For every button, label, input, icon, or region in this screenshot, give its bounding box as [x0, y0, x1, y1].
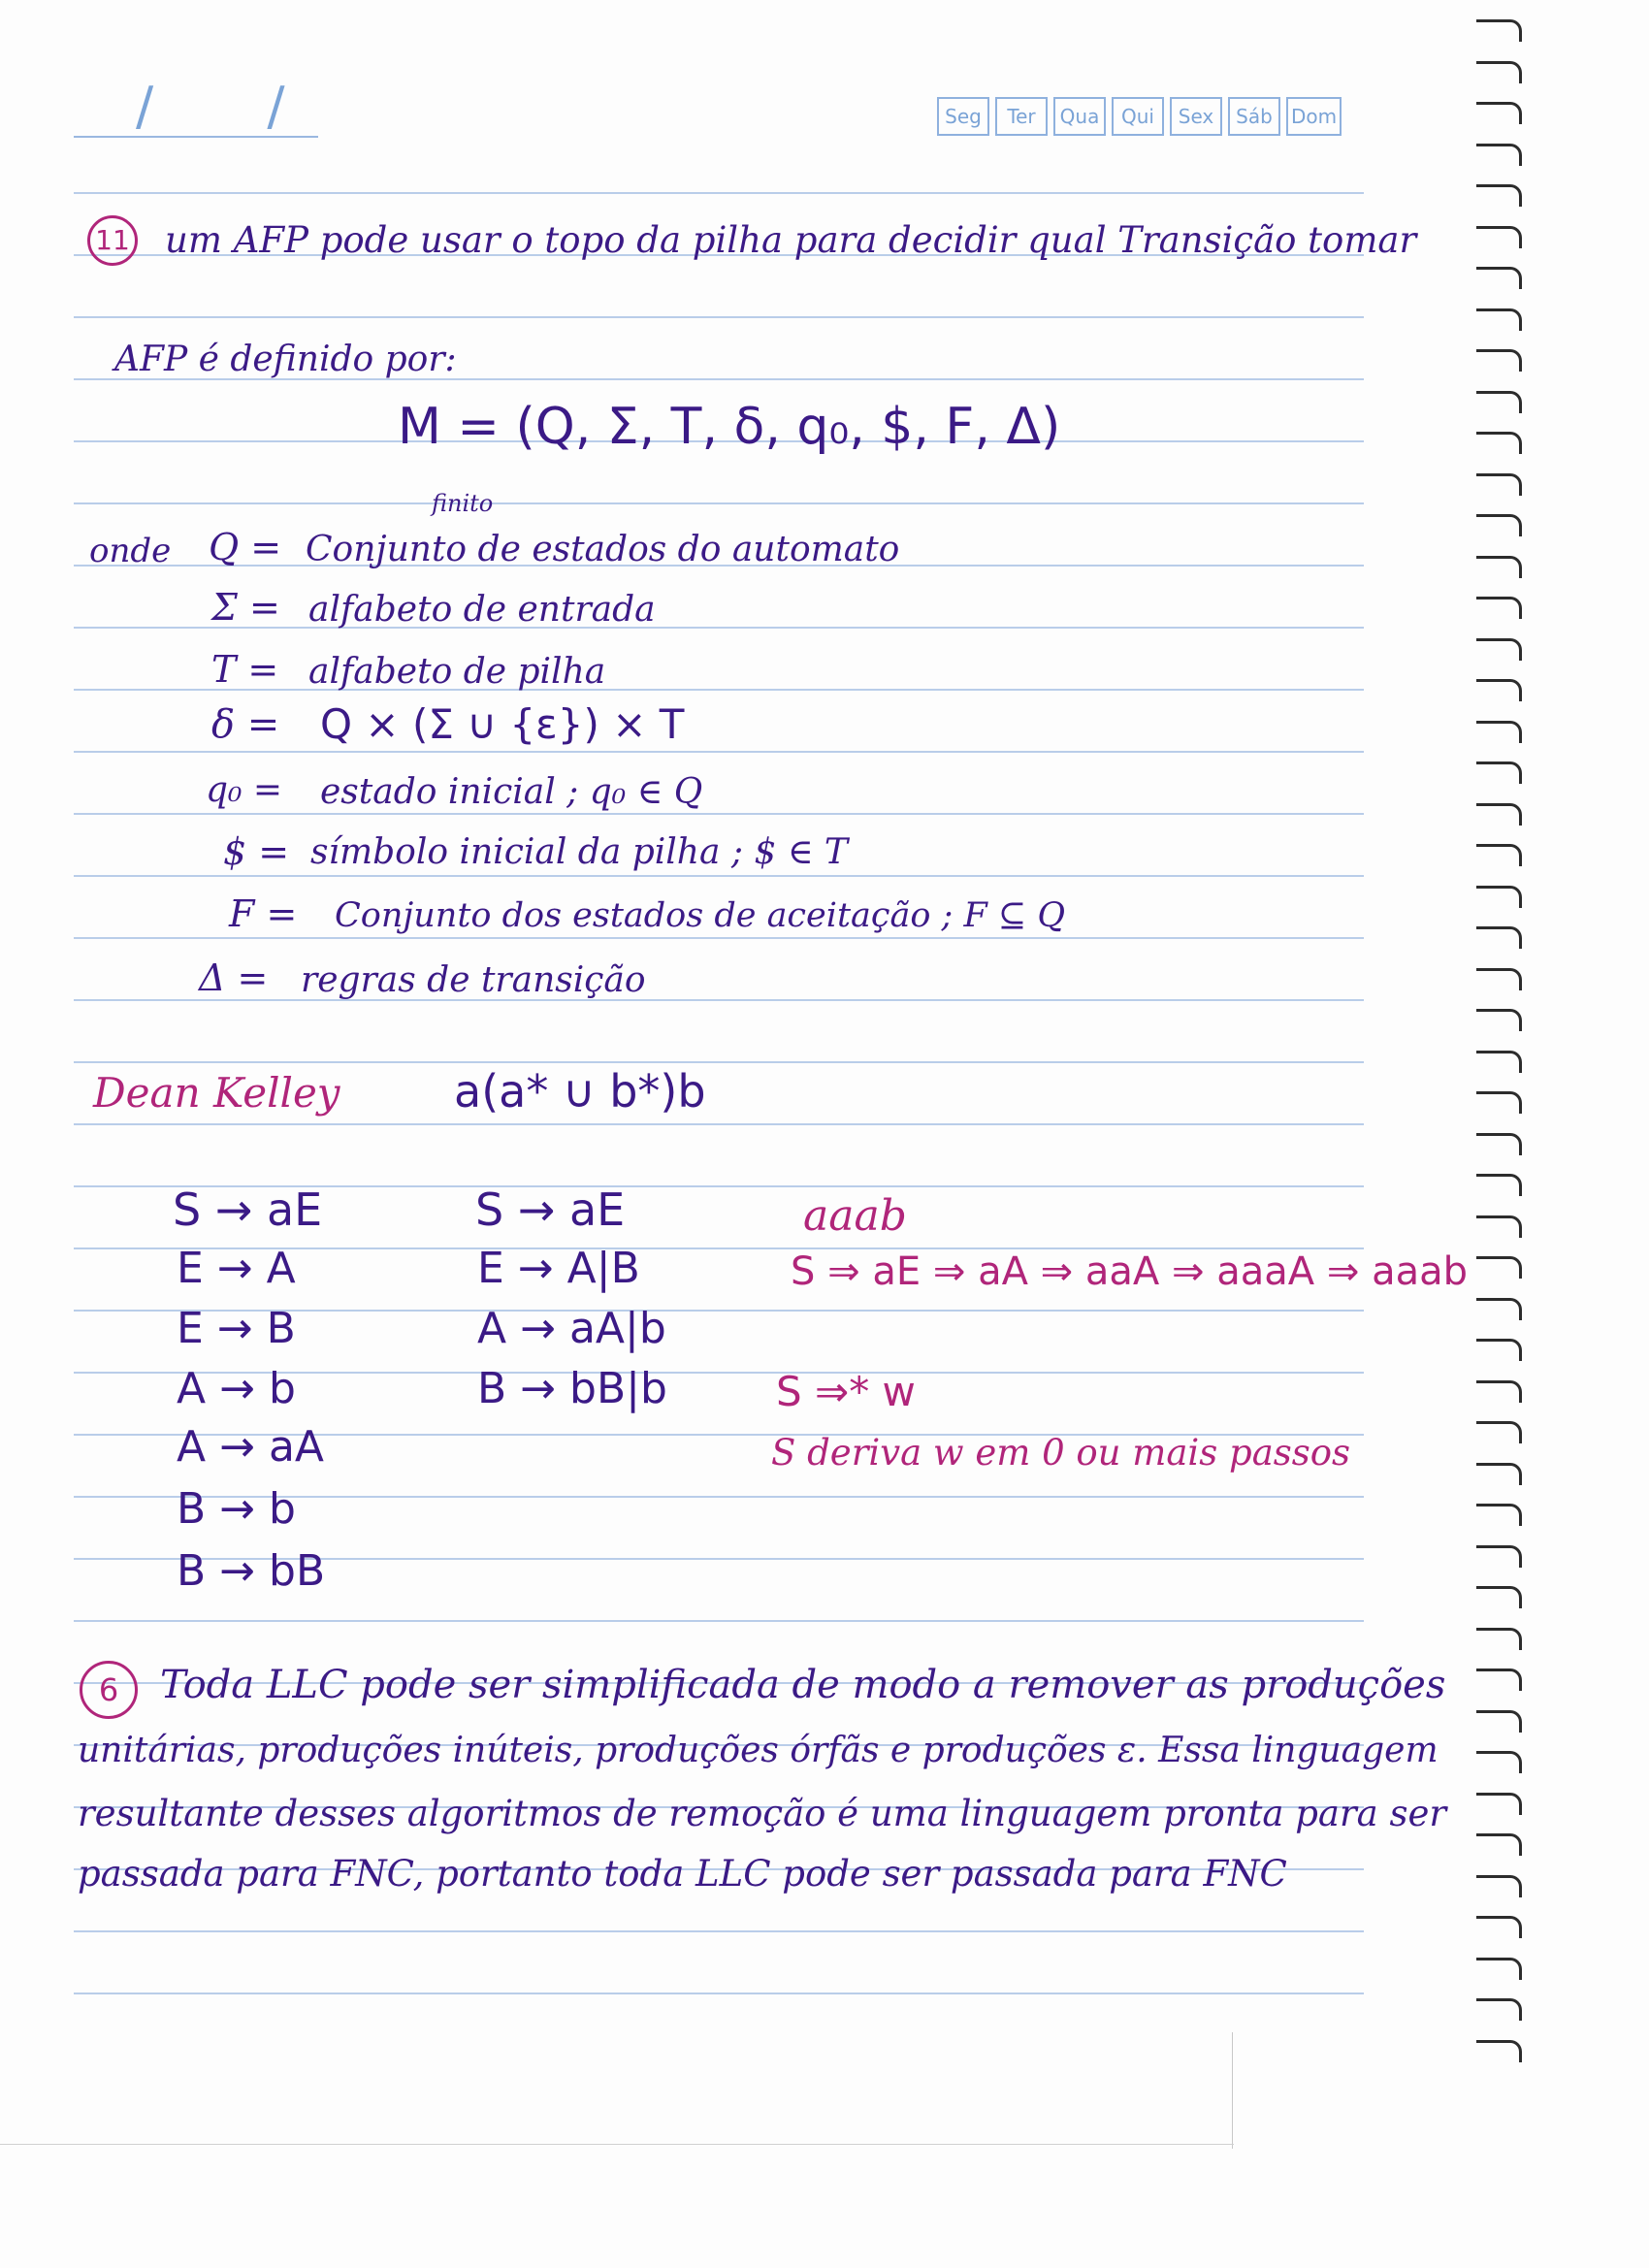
binding-hole [1476, 349, 1522, 372]
binding-hole [1476, 1215, 1522, 1238]
definition-symbol: δ = [211, 702, 280, 747]
binding-hole [1476, 926, 1522, 949]
definition-symbol: Σ = [211, 586, 280, 629]
binding-hole [1476, 1174, 1522, 1196]
afp-tuple: M = (Q, Σ, T, δ, q₀, $, F, Δ) [398, 398, 1061, 456]
ruled-line [74, 1123, 1364, 1125]
ruled-line [74, 813, 1364, 815]
binding-hole [1476, 184, 1522, 207]
q6-line: resultante desses algoritmos de remoção é uma linguagem pronta para ser [78, 1793, 1447, 1834]
grammar-left-rule: B → bB [177, 1546, 326, 1596]
definition-text: estado inicial ; q₀ ∈ Q [320, 772, 703, 812]
grammar-left-rule: S → aE [173, 1183, 323, 1236]
binding-hole [1476, 597, 1522, 619]
definition-symbol: F = [229, 892, 298, 935]
ruled-line [74, 502, 1364, 504]
binding-hole [1476, 2040, 1522, 2062]
binding-hole [1476, 1916, 1522, 1938]
ruled-line [74, 999, 1364, 1001]
binding-hole [1476, 844, 1522, 866]
binding-hole [1476, 1339, 1522, 1361]
binding-hole [1476, 761, 1522, 784]
q11-statement: um AFP pode usar o topo da pilha para decidir qual Transição tomar [165, 219, 1417, 261]
binding-hole [1476, 1091, 1522, 1114]
binding-hole [1476, 1958, 1522, 1980]
weekday-box: Ter [995, 97, 1048, 136]
binding-hole [1476, 1710, 1522, 1733]
ruled-line [74, 875, 1364, 877]
definition-symbol: Q = [209, 526, 282, 568]
grammar-left-rule: E → A [177, 1244, 296, 1293]
finite-note: finito [432, 490, 494, 517]
question-number-11: 11 [87, 215, 138, 266]
definition-symbol: Δ = [199, 956, 269, 999]
definition-symbol: $ = [223, 830, 290, 873]
binding-hole [1476, 473, 1522, 496]
q6-line: Toda LLC pode ser simplificada de modo a remover as produções [160, 1663, 1446, 1707]
binding-hole [1476, 1586, 1522, 1608]
binding-hole [1476, 61, 1522, 83]
afp-defined-by: AFP é definido por: [114, 340, 457, 379]
weekday-box: Dom [1286, 97, 1342, 136]
binding-hole [1476, 1833, 1522, 1856]
weekday-box: Qui [1112, 97, 1164, 136]
binding-hole [1476, 968, 1522, 990]
grammar-right-rule: S → aE [475, 1183, 626, 1236]
binding-hole [1476, 1875, 1522, 1897]
binding-hole [1476, 679, 1522, 701]
ruled-line [74, 1930, 1364, 1932]
date-field: / / [136, 76, 334, 137]
binding-hole [1476, 144, 1522, 166]
binding-hole [1476, 638, 1522, 661]
grammar-left-rule: B → b [177, 1484, 296, 1534]
page-edge-bottom [0, 2144, 1234, 2145]
ruled-line [74, 1061, 1364, 1063]
binding-hole [1476, 1463, 1522, 1485]
binding-hole [1476, 1628, 1522, 1650]
binding-hole [1476, 391, 1522, 413]
binding-hole [1476, 1751, 1522, 1773]
binding-hole [1476, 556, 1522, 578]
binding-hole [1476, 102, 1522, 124]
ruled-line [74, 1993, 1364, 1994]
binding-hole [1476, 226, 1522, 248]
binding-hole [1476, 1669, 1522, 1691]
weekday-box: Qua [1053, 97, 1106, 136]
binding-hole [1476, 514, 1522, 536]
grammar-right-rule: A → aA|b [477, 1304, 666, 1353]
binding-hole [1476, 1380, 1522, 1403]
ruled-line [74, 751, 1364, 753]
weekday-box: Seg [937, 97, 989, 136]
binding-hole [1476, 886, 1522, 908]
definition-text: alfabeto de pilha [308, 652, 606, 692]
binding-hole [1476, 1545, 1522, 1568]
grammar-left-rule: E → B [177, 1304, 296, 1353]
binding-hole [1476, 1421, 1522, 1443]
definition-text: alfabeto de entrada [308, 590, 656, 630]
ruled-line [74, 1620, 1364, 1622]
weekday-box: Sex [1170, 97, 1222, 136]
grammar-right-rule: B → bB|b [477, 1364, 667, 1413]
q6-line: passada para FNC, portanto toda LLC pode ser passada para FNC [78, 1853, 1287, 1895]
page-edge [1232, 2032, 1235, 2149]
ruled-line [74, 192, 1364, 194]
binding-hole [1476, 1504, 1522, 1526]
grammar-left-rule: A → aA [177, 1422, 325, 1472]
ruled-line [74, 937, 1364, 939]
grammar-right-rule: E → A|B [477, 1244, 640, 1293]
weekday-boxes [937, 97, 1342, 136]
grammar-left-rule: A → b [177, 1364, 296, 1413]
dean-kelley-title: Dean Kelley [93, 1069, 340, 1117]
definition-symbol: q₀ = [206, 770, 283, 810]
where-label: onde [89, 532, 172, 570]
binding-hole [1476, 721, 1522, 743]
definition-text: Q × (Σ ∪ {ε}) × T [320, 700, 685, 748]
question-number-6: 6 [80, 1661, 138, 1719]
definition-text: regras de transição [301, 960, 646, 1000]
definition-text: Conjunto dos estados de aceitação ; F ⊆ Q [335, 896, 1066, 935]
binding-hole [1476, 1051, 1522, 1073]
binding-hole [1476, 1998, 1522, 2021]
binding-hole [1476, 1009, 1522, 1031]
star-note: S deriva w em 0 ou mais passos [771, 1432, 1350, 1474]
binding-hole [1476, 432, 1522, 454]
ruled-line [74, 316, 1364, 318]
binding-hole [1476, 1133, 1522, 1155]
definition-text: Conjunto de estados do automato [306, 530, 900, 569]
definition-symbol: T = [211, 648, 279, 691]
date-underline [74, 136, 318, 138]
example-word: aaab [803, 1191, 907, 1241]
binding-hole [1476, 803, 1522, 826]
regex: a(a* ∪ b*)b [454, 1065, 706, 1118]
binding-hole [1476, 19, 1522, 42]
binding-hole [1476, 1256, 1522, 1279]
star-derivation: S ⇒* w [776, 1368, 916, 1415]
spiral-binding [1465, 19, 1610, 2095]
definition-text: símbolo inicial da pilha ; $ ∈ T [310, 832, 848, 872]
binding-hole [1476, 267, 1522, 289]
binding-hole [1476, 308, 1522, 331]
weekday-box: Sáb [1228, 97, 1280, 136]
binding-hole [1476, 1298, 1522, 1320]
q6-line: unitárias, produções inúteis, produções órfãs e produções ε. Essa linguagem [78, 1731, 1439, 1770]
derivation: S ⇒ aE ⇒ aA ⇒ aaA ⇒ aaaA ⇒ aaab [791, 1249, 1468, 1294]
binding-hole [1476, 1793, 1522, 1815]
